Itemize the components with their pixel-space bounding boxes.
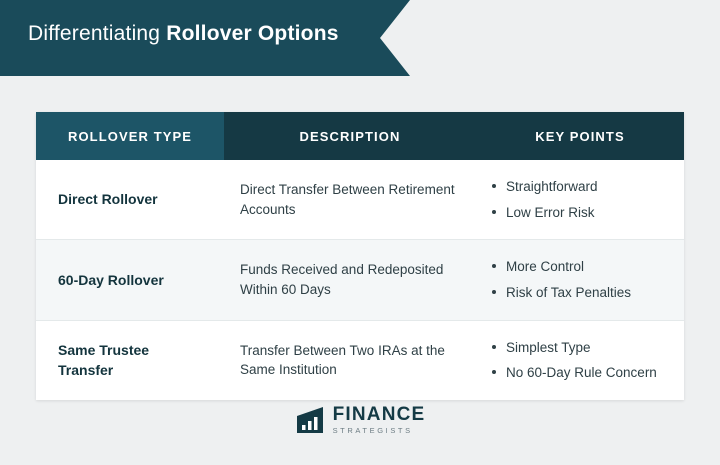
cell-key-points — [476, 160, 684, 239]
comparison-table — [36, 112, 684, 400]
page-title-bold: Rollover Options — [166, 22, 339, 45]
cell-rollover-type: Same Trustee Transfer — [58, 341, 150, 379]
column-header-rollover-type: ROLLOVER TYPE — [36, 112, 224, 160]
page-title-light: Differentiating — [28, 22, 167, 45]
cell-description: Direct Transfer Between Retirement Accounts — [240, 182, 455, 217]
cell-description: Transfer Between Two IRAs at the Same Institution — [240, 342, 445, 378]
key-point-item: Simplest Type — [504, 335, 657, 361]
bar-chart-arrow-icon — [295, 405, 325, 435]
page-title — [28, 22, 339, 46]
brand-footer — [0, 405, 720, 435]
cell-rollover-type: 60-Day Rollover — [58, 271, 164, 288]
cell-key-points — [476, 240, 684, 319]
brand-text — [333, 405, 426, 435]
brand-name: FINANCE — [332, 404, 426, 426]
cell-description: Funds Received and Redeposited Within 60 Days — [240, 262, 444, 297]
table-row — [36, 239, 684, 319]
header-banner — [0, 0, 410, 76]
cell-key-points — [476, 321, 684, 400]
table-row — [36, 160, 684, 239]
column-header-key-points: KEY POINTS — [476, 112, 684, 160]
key-points-list — [486, 335, 657, 386]
key-point-item: Low Error Risk — [504, 200, 598, 226]
cell-rollover-type: Direct Rollover — [58, 191, 158, 208]
key-points-list — [486, 254, 631, 305]
brand-subtitle: STRATEGISTS — [332, 426, 413, 436]
key-points-list — [486, 174, 598, 225]
key-point-item: Risk of Tax Penalties — [504, 280, 631, 306]
table-header-row — [36, 112, 684, 160]
key-point-item: More Control — [504, 254, 631, 280]
key-point-item: No 60-Day Rule Concern — [504, 360, 657, 386]
table-row — [36, 320, 684, 400]
key-point-item: Straightforward — [504, 174, 598, 200]
column-header-description: DESCRIPTION — [224, 112, 476, 160]
